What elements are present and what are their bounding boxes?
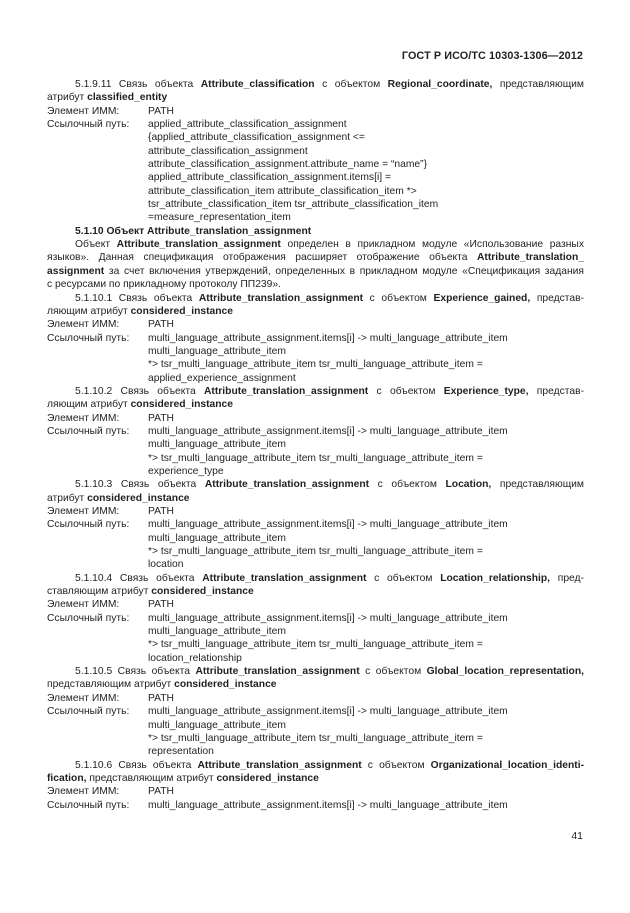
ref-path-label: Ссылочный путь: <box>47 612 130 624</box>
bold-term: considered_instance <box>87 492 190 504</box>
document-body <box>47 78 584 812</box>
text-run: 5.1.10.4 Связь объекта <box>75 572 203 584</box>
ref-path-label: Ссылочный путь: <box>47 519 130 531</box>
element-label: Элемент ИММ: <box>47 692 120 704</box>
paragraph-line <box>47 385 584 398</box>
element-value: PATH <box>148 319 174 331</box>
paragraph-line <box>47 585 584 598</box>
bold-term: classified_entity <box>87 92 168 104</box>
bold-term: Regional_coordinate, <box>387 79 493 90</box>
bold-term: considered_instance <box>174 679 277 691</box>
bold-term: Global_location_representation, <box>426 666 584 678</box>
paragraph-line <box>47 759 584 772</box>
bold-term: considered_instance <box>130 305 233 317</box>
text-run: представ- <box>528 385 584 397</box>
bold-term: Attribute_translation_assignment <box>195 666 360 678</box>
bold-term: Organizational_location_identi- <box>430 759 584 771</box>
paragraph-line <box>47 225 584 238</box>
text-run: представляющим атрибут <box>86 772 217 784</box>
element-label: Элемент ИММ: <box>47 412 120 424</box>
paragraph-line <box>47 78 584 91</box>
element-row <box>47 318 584 331</box>
bold-term: Attribute_translation_assignment <box>204 385 369 397</box>
text-run: 5.1.10.5 Связь объекта <box>75 666 196 678</box>
ref-path-row <box>47 612 584 665</box>
text-run: 5.1.9.11 Связь объекта <box>75 79 201 90</box>
bold-term: Location, <box>445 479 492 491</box>
ref-path-row <box>47 518 584 571</box>
bold-term: Location_relationship, <box>440 572 551 584</box>
text-run: представляющим <box>491 479 584 491</box>
bold-term: considered_instance <box>216 772 319 784</box>
ref-path-row <box>47 118 584 225</box>
text-run: 5.1.10.3 Связь объекта <box>75 479 205 491</box>
text-run: за счет включения утверждений, определенных в прикладном модуле «Спецификация задания <box>104 265 584 277</box>
paragraph-line <box>47 772 584 785</box>
text-run: языков». Данная спецификация отображения расширяет отображение объекта <box>47 252 477 264</box>
bold-term: Attribute_translation_assignment <box>204 479 370 491</box>
paragraph-line <box>47 492 584 505</box>
element-row <box>47 505 584 518</box>
text-run: ставляющим атрибут <box>47 586 152 598</box>
paragraph-line <box>47 478 584 491</box>
text-run: с объектом <box>359 666 427 678</box>
element-value: PATH <box>148 692 174 704</box>
text-run: атрибут <box>47 92 88 104</box>
element-label: Элемент ИММ: <box>47 319 120 331</box>
paragraph-line <box>47 398 584 411</box>
bold-term: 5.1.10 Объект Attribute_translation_assignment <box>75 225 312 237</box>
ref-path-row <box>47 425 584 478</box>
bold-term: considered_instance <box>130 399 233 411</box>
element-label: Элемент ИММ: <box>47 786 120 798</box>
paragraph-line <box>47 305 584 318</box>
text-run: представляющим <box>492 79 584 90</box>
text-run: пред- <box>550 572 584 584</box>
ref-path-value: multi_language_attribute_assignment.items[i] -> multi_language_attribute_item multi_language_attribute_item *> tsr_multi_language_attribute_item tsr_multi_language_attribute_item = representation <box>148 706 508 758</box>
bold-term: Attribute_translation_assignment <box>198 292 364 304</box>
bold-term: Attribute_classification <box>200 79 315 90</box>
text-run: ляющим атрибут <box>47 305 131 317</box>
paragraph-line <box>47 278 584 291</box>
paragraph-line <box>47 665 584 678</box>
element-label: Элемент ИММ: <box>47 599 120 611</box>
ref-path-label: Ссылочный путь: <box>47 799 130 811</box>
text-run: Объект <box>75 239 117 251</box>
text-run: 5.1.10.1 Связь объекта <box>75 292 199 304</box>
text-run: представ- <box>530 292 584 304</box>
ref-path-value: multi_language_attribute_assignment.items[i] -> multi_language_attribute_item multi_language_attribute_item *> tsr_multi_language_attribute_item tsr_multi_language_attribute_item = experience_type <box>148 425 508 477</box>
bold-term: assignment <box>47 265 105 277</box>
bold-term: fication, <box>47 772 87 784</box>
text-run: с объектом <box>363 292 434 304</box>
text-run: с объектом <box>366 572 441 584</box>
paragraph-line <box>47 265 584 278</box>
text-run: с ресурсами по прикладному протоколу ПП239». <box>47 279 281 291</box>
bold-term: Attribute_translation_assignment <box>116 239 281 251</box>
bold-term: Experience_gained, <box>433 292 531 304</box>
element-value: PATH <box>148 599 174 611</box>
element-value: PATH <box>148 506 174 517</box>
text-run: 5.1.10.6 Связь объекта <box>75 759 198 771</box>
text-run: представляющим атрибут <box>47 679 175 691</box>
text-run: определен в прикладном модуле «Использование разных <box>280 239 584 251</box>
element-row <box>47 598 584 611</box>
element-row <box>47 105 584 118</box>
text-run: с объектом <box>361 759 431 771</box>
text-run: с объектом <box>314 79 388 90</box>
element-label: Элемент ИММ: <box>47 506 120 517</box>
ref-path-label: Ссылочный путь: <box>47 425 130 437</box>
document-header: ГОСТ Р ИСО/ТС 10303-1306—2012 <box>401 50 583 62</box>
element-value: PATH <box>148 105 174 117</box>
element-row <box>47 785 584 798</box>
ref-path-value: multi_language_attribute_assignment.items[i] -> multi_language_attribute_item multi_language_attribute_item *> tsr_multi_language_attribute_item tsr_multi_language_attribute_item = location_relationship <box>148 612 508 664</box>
ref-path-row <box>47 705 584 758</box>
bold-term: considered_instance <box>151 586 254 598</box>
ref-path-value: multi_language_attribute_assignment.items[i] -> multi_language_attribute_item multi_language_attribute_item *> tsr_multi_language_attribute_item tsr_multi_language_attribute_item = applied_experience_assignment <box>148 332 508 384</box>
ref-path-row <box>47 332 584 385</box>
page-number: 41 <box>571 830 583 842</box>
bold-term: Attribute_translation_assignment <box>202 572 367 584</box>
element-label: Элемент ИММ: <box>47 105 120 117</box>
paragraph-line <box>47 678 584 691</box>
bold-term: Experience_type, <box>443 385 529 397</box>
element-value: PATH <box>148 412 174 424</box>
text-run: атрибут <box>47 492 88 504</box>
ref-path-value: multi_language_attribute_assignment.items[i] -> multi_language_attribute_item multi_language_attribute_item *> tsr_multi_language_attribute_item tsr_multi_language_attribute_item = location <box>148 519 508 571</box>
paragraph-line <box>47 572 584 585</box>
paragraph-line <box>47 292 584 305</box>
ref-path-label: Ссылочный путь: <box>47 332 130 344</box>
bold-term: Attribute_translation_assignment <box>197 759 362 771</box>
text-run: с объектом <box>369 479 446 491</box>
paragraph-line <box>47 251 584 264</box>
element-value: PATH <box>148 786 174 798</box>
text-run: с объектом <box>368 385 444 397</box>
paragraph-line <box>47 238 584 251</box>
text-run: 5.1.10.2 Связь объекта <box>75 385 204 397</box>
text-run: ляющим атрибут <box>47 399 131 411</box>
paragraph-line <box>47 91 584 104</box>
element-row <box>47 412 584 425</box>
bold-term: Attribute_translation_ <box>477 252 584 264</box>
element-row <box>47 692 584 705</box>
ref-path-value: multi_language_attribute_assignment.items[i] -> multi_language_attribute_item <box>148 799 508 811</box>
ref-path-label: Ссылочный путь: <box>47 119 130 131</box>
ref-path-row <box>47 799 584 812</box>
ref-path-label: Ссылочный путь: <box>47 706 130 718</box>
ref-path-value: applied_attribute_classification_assignment {applied_attribute_classification_assignment <= attribute_classification_assignment attribute_classification_assignment.attribute_name = “name”} applied_attribute_classification_assignment.items[i] = attribute_classification_item attribute_classification_item *> tsr_attribute_classification_item tsr_attribute_classification_item =measure_representation_item <box>148 119 439 224</box>
